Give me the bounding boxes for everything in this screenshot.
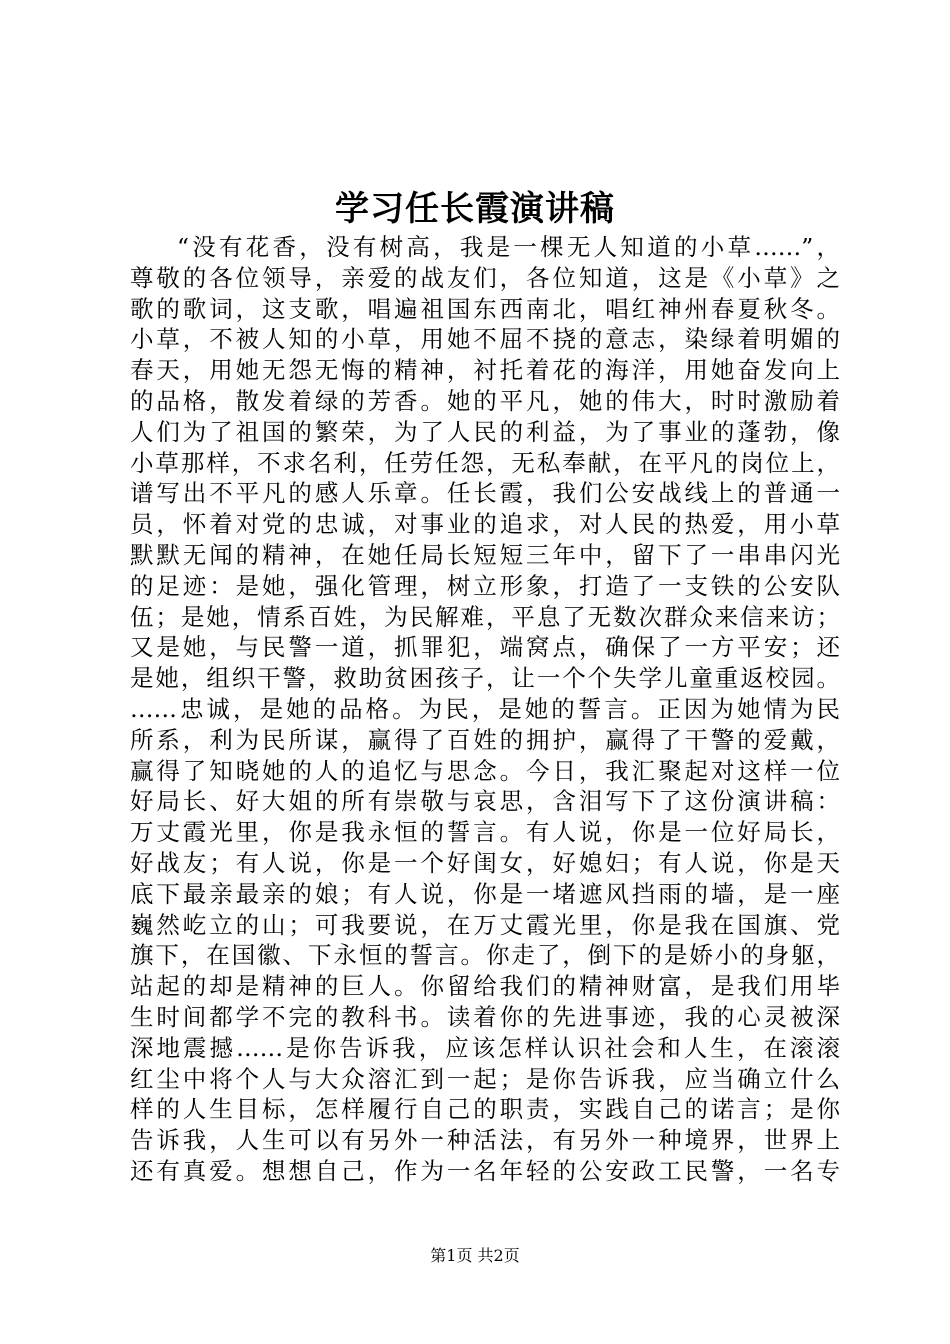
body-line: 好局长、好大姐的所有崇敬与哀思，含泪写下了这份演讲稿：	[130, 787, 840, 816]
body-line: 又是她，与民警一道，抓罪犯，端窝点，确保了一方平安；还	[130, 633, 840, 662]
body-line: 春天，用她无怨无悔的精神，衬托着花的海洋，用她奋发向上	[130, 356, 840, 385]
body-line: 默默无闻的精神，在她任局长短短三年中，留下了一串串闪光	[130, 540, 840, 569]
body-line: 巍然屹立的山；可我要说，在万丈霞光里，你是我在国旗、党	[130, 910, 840, 939]
body-line: 红尘中将个人与大众溶汇到一起；是你告诉我，应当确立什么	[130, 1064, 840, 1093]
body-line: 伍；是她，情系百姓，为民解难，平息了无数次群众来信来访；	[130, 602, 840, 631]
body-line: 还有真爱。想想自己，作为一名年轻的公安政工民警，一名专	[130, 1156, 840, 1185]
body-line: 生时间都学不完的教科书。读着你的先进事迹，我的心灵被深	[130, 1002, 840, 1031]
body-line: 人们为了祖国的繁荣，为了人民的利益，为了事业的蓬勃，像	[130, 417, 840, 446]
body-line: 站起的却是精神的巨人。你留给我们的精神财富，是我们用毕	[130, 972, 840, 1001]
body-line: 小草，不被人知的小草，用她不屈不挠的意志，染绿着明媚的	[130, 325, 840, 354]
body-line: 好战友；有人说，你是一个好闺女，好媳妇；有人说，你是天	[130, 848, 840, 877]
body-line: 小草那样，不求名利，任劳任怨，无私奉献，在平凡的岗位上，	[130, 448, 840, 477]
body-line: 谱写出不平凡的感人乐章。任长霞，我们公安战线上的普通一	[130, 479, 840, 508]
page-number-footer: 第1页 共2页	[430, 1246, 520, 1265]
body-line: 底下最亲最亲的娘；有人说，你是一堵遮风挡雨的墙，是一座	[130, 879, 840, 908]
body-line: “没有花香，没有树高，我是一棵无人知道的小草……”，	[177, 233, 840, 261]
body-line: 歌的歌词，这支歌，唱遍祖国东西南北，唱红神州春夏秋冬。	[130, 294, 840, 323]
body-line: 的足迹：是她，强化管理，树立形象，打造了一支铁的公安队	[130, 571, 840, 600]
document-title: 学习任长霞演讲稿	[335, 189, 615, 229]
body-line: ……忠诚，是她的品格。为民，是她的誓言。正因为她情为民	[130, 694, 840, 723]
body-line: 的品格，散发着绿的芳香。她的平凡，她的伟大，时时激励着	[130, 386, 840, 415]
body-line: 是她，组织干警，救助贫困孩子，让一个个失学儿童重返校园。	[130, 664, 840, 693]
body-line: 尊敬的各位领导，亲爱的战友们，各位知道，这是《小草》之	[130, 263, 840, 292]
body-line: 旗下，在国徽、下永恒的誓言。你走了，倒下的是娇小的身躯，	[130, 941, 840, 970]
body-line: 赢得了知晓她的人的追忆与思念。今日，我汇聚起对这样一位	[130, 756, 840, 785]
body-line: 万丈霞光里，你是我永恒的誓言。有人说，你是一位好局长，	[130, 818, 840, 847]
body-line: 样的人生目标，怎样履行自己的职责，实践自己的诺言；是你	[130, 1095, 840, 1124]
body-line: 员，怀着对党的忠诚，对事业的追求，对人民的热爱，用小草	[130, 510, 840, 539]
body-line: 告诉我，人生可以有另外一种活法，有另外一种境界，世界上	[130, 1126, 840, 1155]
document-body	[130, 232, 840, 1187]
body-line: 所系，利为民所谋，赢得了百姓的拥护，赢得了干警的爱戴，	[130, 725, 840, 754]
body-line: 深地震撼……是你告诉我，应该怎样认识社会和人生，在滚滚	[130, 1033, 840, 1062]
